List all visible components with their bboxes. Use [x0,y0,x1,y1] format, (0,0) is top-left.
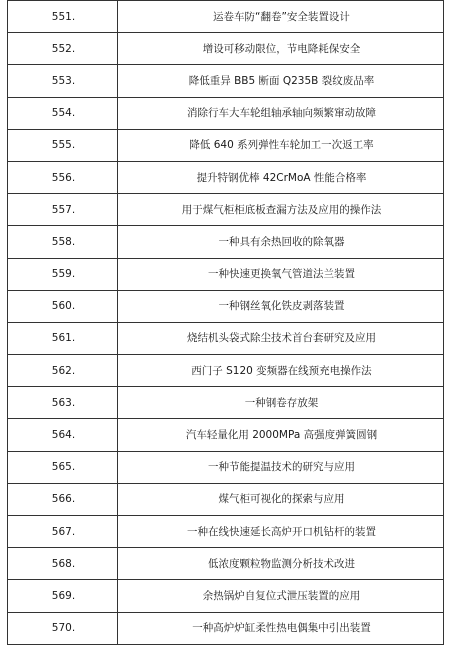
table-row [8,548,444,580]
row-title: 西门子 S120 变频器在线预充电操作法 [118,355,444,387]
row-number: 557. [8,194,118,226]
row-number: 559. [8,258,118,290]
row-number: 556. [8,161,118,193]
project-table-body [8,1,444,645]
row-title: 一种在线快速延长高炉开口机钻杆的装置 [118,516,444,548]
row-number: 563. [8,387,118,419]
row-title: 一种快速更换氧气管道法兰装置 [118,258,444,290]
table-row [8,1,444,33]
row-title: 运卷车防“翻卷”安全装置设计 [118,1,444,33]
table-row [8,258,444,290]
table-row [8,97,444,129]
row-title: 煤气柜可视化的探索与应用 [118,483,444,515]
row-title: 增设可移动限位，节电降耗保安全 [118,33,444,65]
table-row [8,226,444,258]
table-row [8,612,444,644]
row-number: 552. [8,33,118,65]
table-row [8,129,444,161]
row-title: 降低重异 BB5 断面 Q235B 裂纹废品率 [118,65,444,97]
table-row [8,387,444,419]
row-number: 560. [8,290,118,322]
table-row [8,161,444,193]
table-row [8,451,444,483]
row-number: 553. [8,65,118,97]
table-row [8,322,444,354]
row-number: 564. [8,419,118,451]
row-title: 一种钢卷存放架 [118,387,444,419]
row-number: 567. [8,516,118,548]
table-row [8,355,444,387]
row-title: 一种具有余热回收的除氧器 [118,226,444,258]
row-title: 消除行车大车轮组轴承轴向频繁窜动故障 [118,97,444,129]
row-title: 低浓度颗粒物监测分析技术改进 [118,548,444,580]
row-title: 汽车轻量化用 2000MPa 高强度弹簧圆钢 [118,419,444,451]
table-row [8,290,444,322]
table-row [8,194,444,226]
table-row [8,580,444,612]
row-number: 554. [8,97,118,129]
row-title: 一种节能提温技术的研究与应用 [118,451,444,483]
row-number: 551. [8,1,118,33]
row-number: 570. [8,612,118,644]
table-row [8,516,444,548]
table-row [8,483,444,515]
row-title: 一种钢丝氧化铁皮剥落装置 [118,290,444,322]
row-title: 余热锅炉自复位式泄压装置的应用 [118,580,444,612]
row-title: 提升特钢优棒 42CrMoA 性能合格率 [118,161,444,193]
project-table [7,0,444,645]
row-title: 用于煤气柜柜底板查漏方法及应用的操作法 [118,194,444,226]
row-title: 降低 640 系列弹性车轮加工一次返工率 [118,129,444,161]
row-number: 566. [8,483,118,515]
row-title: 烧结机头袋式除尘技术首台套研究及应用 [118,322,444,354]
row-number: 558. [8,226,118,258]
row-title: 一种高炉炉缸柔性热电偶集中引出装置 [118,612,444,644]
row-number: 561. [8,322,118,354]
row-number: 569. [8,580,118,612]
row-number: 555. [8,129,118,161]
table-row [8,65,444,97]
table-row [8,419,444,451]
row-number: 568. [8,548,118,580]
row-number: 562. [8,355,118,387]
table-row [8,33,444,65]
row-number: 565. [8,451,118,483]
